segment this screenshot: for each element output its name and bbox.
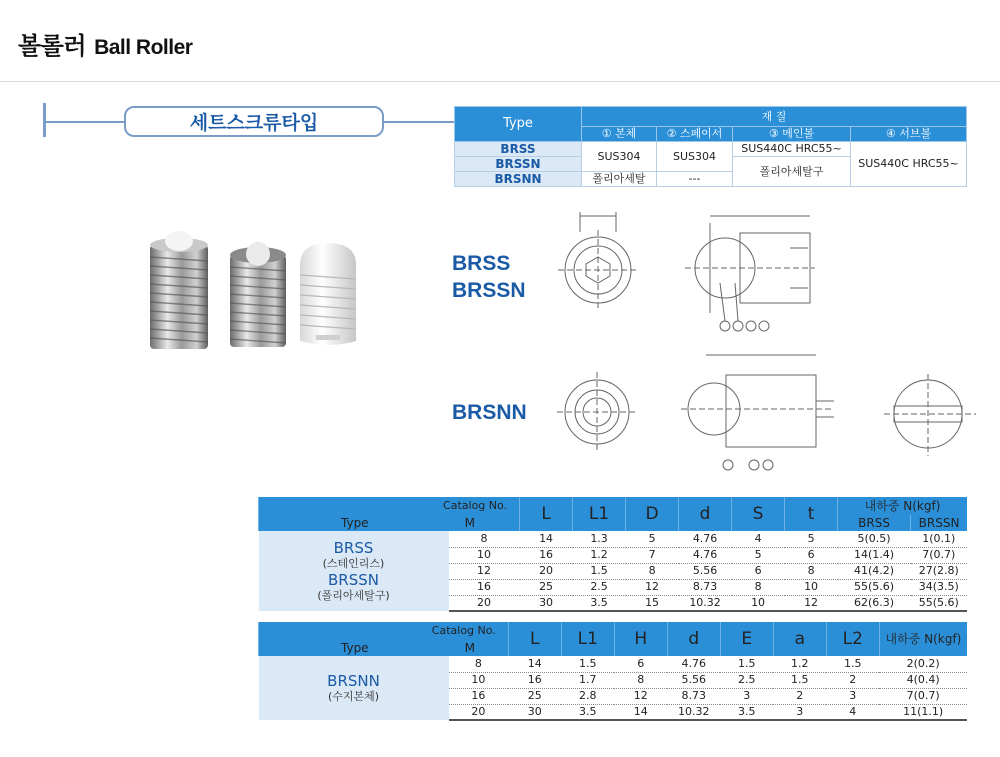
mat-col-body: ① 본체 [582, 127, 657, 142]
t1-cell: 20 [520, 563, 573, 579]
brss-side-view-drawing [680, 208, 820, 338]
t2-cell: 2 [826, 672, 879, 688]
t2-cell: 4(0.4) [879, 672, 967, 688]
t1-cell: 55(5.6) [911, 595, 967, 611]
t1-cell: 41(4.2) [838, 563, 911, 579]
t2-cell: 7(0.7) [879, 688, 967, 704]
set-screw-brss-image [150, 231, 208, 349]
t1-cell: 5(0.5) [838, 531, 911, 547]
t2-catalog-label: Catalog No. [259, 622, 509, 640]
t2-cell-m: 10 [449, 672, 509, 688]
page-title-ko: 볼롤러 [18, 32, 87, 60]
t1-cell: 27(2.8) [911, 563, 967, 579]
mat-col-mainball: ③ 메인볼 [733, 127, 851, 142]
t2-cell: 30 [508, 704, 561, 720]
t2-col-L: L [508, 622, 561, 656]
t1-type-cell [259, 531, 449, 611]
section-line-left [44, 121, 126, 123]
mat-material-header: 재 질 [582, 107, 967, 127]
label-brssn: BRSSN [452, 279, 526, 302]
t1-cell: 4.76 [679, 547, 732, 563]
t2-cell: 1.5 [826, 656, 879, 672]
mat-mainball-poly: 폴리아세탈구 [733, 157, 851, 187]
mat-type-header: Type [455, 107, 582, 142]
t1-cell: 34(3.5) [911, 579, 967, 595]
t1-cell-m: 20 [449, 595, 520, 611]
t1-cell: 5 [626, 531, 679, 547]
t1-cell: 25 [520, 579, 573, 595]
t2-type-name: BRSNN [327, 672, 380, 690]
t2-m-label: M [464, 641, 475, 655]
t1-cell: 12 [785, 595, 838, 611]
table-row [259, 531, 968, 547]
t2-cell: 2 [773, 688, 826, 704]
t1-cell: 14(1.4) [838, 547, 911, 563]
t1-cell: 4 [732, 531, 785, 547]
materials-table [454, 106, 967, 187]
t2-load-header: 내하중 N(kgf) [879, 622, 967, 656]
t2-cell: 2(0.2) [879, 656, 967, 672]
t1-load-brss: BRSS [838, 515, 911, 531]
set-screw-poly-image [300, 243, 356, 345]
t1-cell: 8 [626, 563, 679, 579]
t1-type-label: Type [341, 516, 369, 530]
t2-cell: 1.7 [561, 672, 614, 688]
t1-type-sub2: (폴리아세탈구) [317, 589, 390, 602]
t2-cell: 10.32 [667, 704, 720, 720]
t2-cell: 3.5 [720, 704, 773, 720]
t1-cell: 15 [626, 595, 679, 611]
t2-cell: 3.5 [561, 704, 614, 720]
t2-cell: 16 [508, 672, 561, 688]
t1-cell: 5 [732, 547, 785, 563]
table-row [259, 656, 968, 672]
t1-cell: 10 [732, 595, 785, 611]
t2-col-a: a [773, 622, 826, 656]
t1-cell: 1.5 [573, 563, 626, 579]
t2-cell: 4 [826, 704, 879, 720]
t1-cell: 4.76 [679, 531, 732, 547]
brss-front-view-drawing [555, 208, 645, 308]
t2-cell: 14 [614, 704, 667, 720]
mat-col-spacer: ② 스페이서 [657, 127, 733, 142]
t1-cell: 1.2 [573, 547, 626, 563]
t1-type-m-label [259, 515, 520, 531]
mat-col-subball: ④ 서브볼 [851, 127, 967, 142]
mat-type-brsnn: BRSNN [455, 172, 582, 187]
t1-cell: 30 [520, 595, 573, 611]
t1-cell: 6 [732, 563, 785, 579]
section-line-right [382, 121, 454, 123]
t1-cell: 8 [732, 579, 785, 595]
t1-cell: 55(5.6) [838, 579, 911, 595]
t1-cell: 1(0.1) [911, 531, 967, 547]
set-screw-brsnn-image [230, 242, 286, 347]
t2-cell: 1.5 [720, 656, 773, 672]
t1-col-D: D [626, 497, 679, 531]
t1-cell: 5 [785, 531, 838, 547]
t1-catalog-label: Catalog No. [259, 497, 520, 515]
t1-col-t: t [785, 497, 838, 531]
t1-cell: 62(6.3) [838, 595, 911, 611]
t1-load-brssn: BRSSN [911, 515, 967, 531]
t1-col-d: d [679, 497, 732, 531]
t1-m-label: M [464, 516, 475, 530]
label-brsnn: BRSNN [452, 401, 527, 424]
t1-type-sub1: (스테인리스) [322, 557, 385, 570]
t2-cell: 3 [773, 704, 826, 720]
t1-cell: 5.56 [679, 563, 732, 579]
t1-cell: 8 [785, 563, 838, 579]
mat-spacer-poly: --- [657, 172, 733, 187]
t2-cell: 14 [508, 656, 561, 672]
t2-cell: 12 [614, 688, 667, 704]
t2-cell: 2.5 [720, 672, 773, 688]
t2-cell: 2.8 [561, 688, 614, 704]
t2-cell-m: 20 [449, 704, 509, 720]
t1-cell: 1.3 [573, 531, 626, 547]
t2-cell: 6 [614, 656, 667, 672]
t1-cell-m: 8 [449, 531, 520, 547]
t2-cell: 1.2 [773, 656, 826, 672]
t2-col-H: H [614, 622, 667, 656]
t2-cell: 3 [826, 688, 879, 704]
t2-cell: 25 [508, 688, 561, 704]
t2-col-L2: L2 [826, 622, 879, 656]
t1-cell: 12 [626, 579, 679, 595]
brss-brssn-spec-table [258, 497, 967, 612]
brsnn-side-view-drawing [676, 345, 836, 475]
t1-col-L: L [520, 497, 573, 531]
t2-type-label: Type [341, 641, 369, 655]
t2-col-d: d [667, 622, 720, 656]
title-divider [0, 81, 1000, 82]
t2-col-L1: L1 [561, 622, 614, 656]
t2-cell: 11(1.1) [879, 704, 967, 720]
page-title [18, 26, 192, 61]
t1-cell: 6 [785, 547, 838, 563]
t1-cell: 8.73 [679, 579, 732, 595]
t1-cell: 10 [785, 579, 838, 595]
t1-cell: 2.5 [573, 579, 626, 595]
t1-cell: 10.32 [679, 595, 732, 611]
t1-col-L1: L1 [573, 497, 626, 531]
t1-cell-m: 12 [449, 563, 520, 579]
t1-cell-m: 10 [449, 547, 520, 563]
t1-type-name1: BRSS [333, 539, 374, 557]
product-photo [130, 225, 360, 355]
t2-type-m-label [259, 640, 509, 656]
brsnn-spec-table [258, 622, 967, 721]
t2-cell: 8 [614, 672, 667, 688]
mat-spacer-sus: SUS304 [657, 142, 733, 172]
mat-mainball-sus: SUS440C HRC55~ [733, 142, 851, 157]
label-brss: BRSS [452, 252, 511, 275]
section-label: 세트스크류타입 [124, 106, 384, 137]
t1-cell: 16 [520, 547, 573, 563]
section-marker [43, 103, 46, 137]
page-title-en: Ball Roller [94, 36, 193, 59]
mat-type-brss: BRSS [455, 142, 582, 157]
mat-type-brssn: BRSSN [455, 157, 582, 172]
t2-cell: 1.5 [561, 656, 614, 672]
t1-cell: 7 [626, 547, 679, 563]
brsnn-end-view-drawing [880, 368, 980, 458]
t2-cell: 8.73 [667, 688, 720, 704]
t2-type-sub: (수지본체) [327, 690, 380, 703]
brsnn-front-view-drawing [555, 370, 640, 455]
t2-cell: 3 [720, 688, 773, 704]
t2-cell-m: 8 [449, 656, 509, 672]
t2-cell: 5.56 [667, 672, 720, 688]
t1-cell: 14 [520, 531, 573, 547]
t2-col-E: E [720, 622, 773, 656]
t1-cell-m: 16 [449, 579, 520, 595]
t2-cell-m: 16 [449, 688, 509, 704]
t1-col-S: S [732, 497, 785, 531]
mat-subball: SUS440C HRC55~ [851, 142, 967, 187]
t2-cell: 1.5 [773, 672, 826, 688]
t1-cell: 7(0.7) [911, 547, 967, 563]
t2-cell: 4.76 [667, 656, 720, 672]
t1-cell: 3.5 [573, 595, 626, 611]
t1-type-name2: BRSSN [328, 571, 379, 589]
t2-type-cell [259, 656, 449, 720]
t1-load-header: 내하중 N(kgf) [838, 497, 967, 515]
mat-body-poly: 폴리아세탈 [582, 172, 657, 187]
mat-body-sus: SUS304 [582, 142, 657, 172]
